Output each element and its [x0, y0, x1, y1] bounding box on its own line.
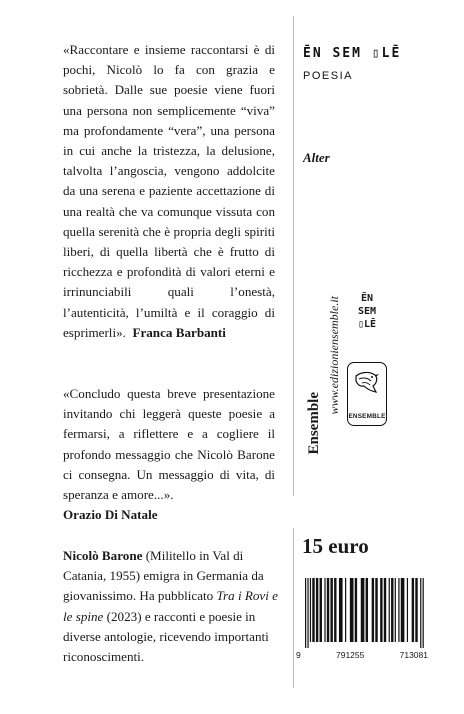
barcode-bar	[320, 578, 322, 642]
spine-url: www.edizioniensemble.it	[327, 296, 341, 415]
barcode-bar	[312, 578, 314, 642]
barcode-bar	[350, 578, 354, 642]
barcode-digit-group: 713081	[399, 650, 428, 660]
bio-text-1: (Militello in Val di Catania, 1955) emigra in Germania da giovanissimo. Ha pubblicato	[63, 548, 264, 604]
quote-text: «Raccontare e insieme raccontarsi è di pochi, Nicolò lo fa con grazia e sobrietà. Dalle sue poesie viene fuori una persona non semplicemente “viva” ma profondamente “vera”, una persona in cui anche la tristezza, la delusione, talvolta l’angoscia, vengono addolcite da una serena e paziente accettazione di una realtà che va comunque vissuta con quella serenità che è propria degli spiriti liberi, di quella libertà che è frutto di ricchezza e profondità di valori eterni e irrinunciabili quali l’onestà, l’autenticità, l’umiltà e il coraggio di esprimerli».	[63, 42, 275, 340]
bird-emblem-icon	[353, 368, 380, 408]
barcode-bar	[327, 578, 329, 642]
barcode-bar	[420, 578, 421, 648]
bio-text-2: (2023) e racconti e poesie in diverse antologie, ricevendo importanti riconoscimenti.	[63, 608, 269, 665]
barcode-bar	[380, 578, 382, 642]
barcode-bar	[305, 578, 306, 648]
barcode-bar	[330, 578, 332, 642]
spine-logo-line: SEM	[357, 306, 377, 317]
spine-logo-line: ▯LĒ	[357, 319, 377, 330]
barcode-bar	[345, 578, 346, 642]
barcode-bar	[334, 578, 336, 642]
barcode-bar	[372, 578, 374, 642]
barcode-bar	[412, 578, 414, 642]
barcode-digit-group: 791255	[335, 650, 365, 660]
collection-name: Alter	[303, 150, 330, 165]
barcode-bar	[361, 578, 365, 642]
spine-publisher: Ensemble	[306, 392, 322, 455]
series-label: POESIA	[303, 70, 353, 82]
price-label: 15 euro	[302, 534, 369, 558]
barcode-bar	[389, 578, 390, 642]
barcode-bar	[391, 578, 393, 642]
barcode-bar	[366, 578, 368, 642]
spine-logo-line: ĒN	[360, 293, 374, 304]
barcode-bar	[401, 578, 405, 642]
quote-text: «Concludo questa breve presentazione invitando chi leggerà queste poesie a fermarsi, a riflettere e a cogliere il profondo messaggio che Nicolò Barone ci consegna. Un messaggio di vita, di speranza e amore...».	[63, 386, 275, 503]
barcode-bar	[398, 578, 399, 642]
barcode-bar	[423, 578, 424, 648]
barcode-bar	[355, 578, 357, 642]
quote-franca-barbanti	[63, 40, 275, 343]
barcode-bar	[324, 578, 325, 642]
emblem-label: ENSEMBLE	[348, 413, 386, 420]
isbn-barcode	[303, 578, 427, 648]
barcode-bar	[407, 578, 408, 642]
ensemble-emblem	[347, 362, 387, 426]
spine-logo	[354, 292, 380, 331]
barcode-bar	[415, 578, 417, 642]
author-bio	[63, 546, 281, 667]
spine-divider-bottom	[293, 528, 294, 688]
barcode-bar	[384, 578, 386, 642]
book-title: Tra i Rovi e le spine	[63, 588, 278, 624]
barcode-bar	[307, 578, 308, 648]
quote-orazio-di-natale	[63, 384, 275, 525]
author-name: Nicolò Barone	[63, 548, 143, 563]
spine-divider-top	[293, 16, 294, 496]
quote-author: Franca Barbanti	[132, 324, 226, 340]
barcode-digits	[296, 650, 428, 660]
barcode-bar	[339, 578, 343, 642]
barcode-bar	[310, 578, 311, 642]
barcode-bar	[395, 578, 396, 642]
barcode-bar	[316, 578, 318, 642]
barcode-digit-group: 9	[296, 650, 301, 660]
publisher-logo-text: ĒN SEM ▯LĒ	[303, 46, 402, 61]
quote-author: Orazio Di Natale	[63, 507, 158, 523]
barcode-bar	[375, 578, 377, 642]
publisher-logo	[303, 44, 401, 62]
